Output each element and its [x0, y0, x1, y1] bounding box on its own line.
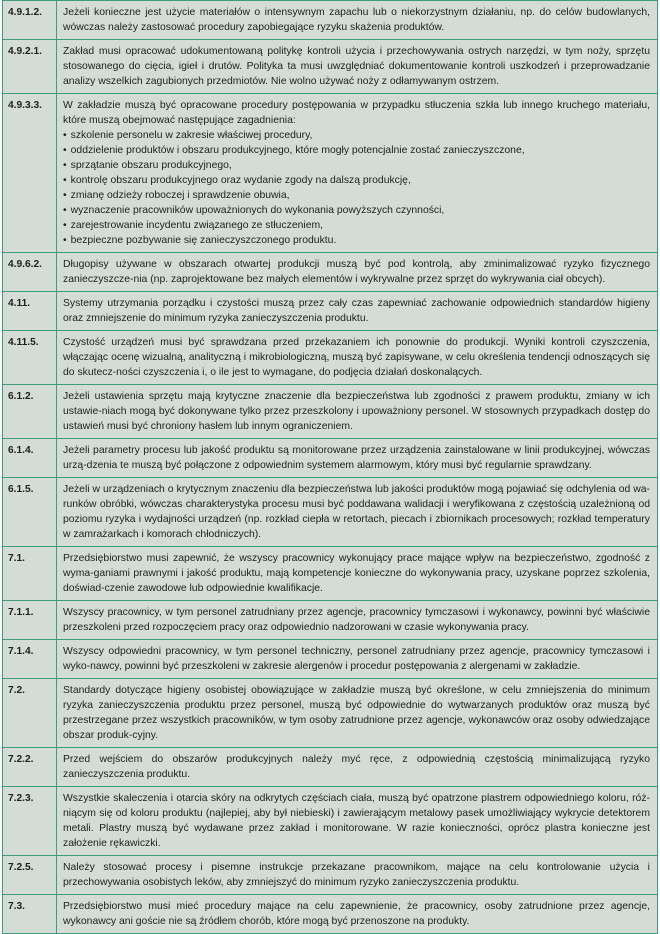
bullet-item [63, 188, 650, 203]
clause-text: Jeżeli konieczne jest użycie materiałów o intensywnym zapachu lub o niekorzystnym działaniu, np. do celów budowlanych, wówczas należy zastosować procedury zapobiegające ryzyku skażenia produktów. [57, 1, 658, 40]
clause-number: 7.1.4. [3, 640, 57, 679]
table-row [3, 292, 658, 331]
clause-number: 4.11. [3, 292, 57, 331]
bullet-text: zarejestrowanie incydentu związanego ze stłuczeniem, [70, 220, 324, 231]
clause-text: Przedsiębiorstwo musi mieć procedury mające na celu zapewnienie, że pracownicy, osoby zatrudnione przez agencje, wykonawcy ani goście nie są źródłem chorób, które mogą być przenoszone na produkty. [57, 895, 658, 934]
table-row [3, 1, 658, 40]
bullet-icon: • [63, 235, 67, 246]
table-row [3, 439, 658, 478]
clause-text: Systemy utrzymania porządku i czystości muszą przez cały czas zapewniać zachowanie odpowiednich standardów higieny oraz zmniejszenie do minimum ryzyka zanieczyszczenia produktu. [57, 292, 658, 331]
bullet-text: bezpieczne pozbywanie się zanieczyszczonego produktu. [70, 235, 337, 246]
clause-text: Jeżeli parametry procesu lub jakość produktu są monitorowane przez urządzenia zainstalowane w linii produkcyjnej, wówczas urzą-dzenia te muszą być połączone z odpowiednim systemem alarmowym, który musi być regularnie sprawdzany. [57, 439, 658, 478]
table-row [3, 640, 658, 679]
requirements-table-body [3, 1, 658, 934]
clause-number: 6.1.4. [3, 439, 57, 478]
clause-number: 4.9.2.1. [3, 40, 57, 94]
bullet-item [63, 233, 650, 248]
bullet-item [63, 143, 650, 158]
bullet-icon: • [63, 160, 67, 171]
clause-number: 4.9.6.2. [3, 253, 57, 292]
bullet-text: kontrolę obszaru produkcyjnego oraz wydanie zgody na dalszą produkcję, [70, 175, 411, 186]
table-row [3, 40, 658, 94]
table-row [3, 748, 658, 787]
clause-number: 6.1.2. [3, 385, 57, 439]
bullet-text: oddzielenie produktów i obszaru produkcyjnego, które mogły potencjalnie zostać zanieczyszczone, [70, 145, 525, 156]
table-row [3, 787, 658, 856]
clause-number: 7.2. [3, 679, 57, 748]
bullet-text: wyznaczenie pracowników upoważnionych do wykonania powyższych czynności, [70, 205, 445, 216]
table-row [3, 253, 658, 292]
bullet-list [63, 128, 650, 248]
bullet-icon: • [63, 220, 67, 231]
bullet-item [63, 173, 650, 188]
clause-text: Wszyscy odpowiedni pracownicy, w tym personel techniczny, personel zatrudniany przez agencje, pracownicy tymczasowi i wyko-nawcy, powinni być przeszkoleni w zakresie alergenów i procedur postępowania z alergenami w zakładzie. [57, 640, 658, 679]
clause-number: 7.2.3. [3, 787, 57, 856]
bullet-icon: • [63, 175, 67, 186]
clause-number: 7.1. [3, 547, 57, 601]
bullet-icon: • [63, 190, 67, 201]
clause-text: Przedsiębiorstwo musi zapewnić, że wszyscy pracownicy wykonujący prace mające wpływ na bezpieczeństwo, zgodność z wyma-ganiami prawnymi i jakość produktu, mają kompetencje konieczne do wykonywania pracy, uzyskane poprzez szkolenia, doświad-czenie zawodowe lub odpowiednie kwalifikacje. [57, 547, 658, 601]
table-row [3, 385, 658, 439]
table-row [3, 94, 658, 253]
bullet-item [63, 218, 650, 233]
requirements-table [2, 0, 658, 934]
clause-number: 7.3. [3, 895, 57, 934]
bullet-text: zmianę odzieży roboczej i sprawdzenie obuwia, [70, 190, 290, 201]
clause-number: 7.2.2. [3, 748, 57, 787]
table-row [3, 856, 658, 895]
clause-number: 4.9.1.2. [3, 1, 57, 40]
clause-text: Czystość urządzeń musi być sprawdzana przed przekazaniem ich ponownie do produkcji. Wyniki kontroli czyszczenia, włączając ocenę wizualną, analityczną i mikrobiologiczną, muszą być zapisywane, w celu określenia tendencji odnoszących się do skutecz-ności czyszczenia i, o ile jest to wymagane, do podjęcia działań doskonalących. [57, 331, 658, 385]
bullet-icon: • [63, 130, 67, 141]
bullet-text: szkolenie personelu w zakresie właściwej procedury, [70, 130, 313, 141]
table-row [3, 478, 658, 547]
clause-number: 7.1.1. [3, 601, 57, 640]
clause-number: 4.11.5. [3, 331, 57, 385]
bullet-item [63, 128, 650, 143]
clause-text: Jeżeli ustawienia sprzętu mają krytyczne znaczenie dla bezpieczeństwa lub zgodności z prawem produktu, zmiany w ich ustawie-niach mogą być dokonywane tylko przez przeszkolony i upoważniony personel. W stosownych przypadkach dostęp do ustawień musi być chroniony hasłem lub innym ograniczeniem. [57, 385, 658, 439]
clause-text: Długopisy używane w obszarach otwartej produkcji muszą być pod kontrolą, aby zminimalizować ryzyko fizycznego zanieczyszcze-nia (np. zaprojektowane bez małych elementów i wykrywalne przez sprzęt do wykrywania ciał obcych). [57, 253, 658, 292]
clause-text: Standardy dotyczące higieny osobistej obowiązujące w zakładzie muszą być określone, w celu zmniejszenia do minimum ryzyka zanieczyszczenia produktu przez personel, muszą być odpowiednie do wytwarzanych produktów oraz muszą być przestrzegane przez wszystkich pracowników, w tym osoby zatrudnione przez agencje, wykonawców oraz osoby odwiedzające obszar produk-cyjny. [57, 679, 658, 748]
bullet-item [63, 158, 650, 173]
clause-number: 7.2.5. [3, 856, 57, 895]
clause-number: 4.9.3.3. [3, 94, 57, 253]
clause-number: 6.1.5. [3, 478, 57, 547]
table-row [3, 331, 658, 385]
bullet-item [63, 203, 650, 218]
clause-text: Zakład musi opracować udokumentowaną politykę kontroli użycia i przechowywania ostrych narzędzi, w tym noży, sprzętu stosowanego do cięcia, igieł i drutów. Polityka ta musi uwzględniać dokumentowanie kontroli uszkodzeń i przeprowadzanie analizy wszelkich zagubionych przedmiotów. Nie wolno używać noży z odłamywanym ostrzem. [57, 40, 658, 94]
clause-text: Jeżeli w urządzeniach o krytycznym znaczeniu dla bezpieczeństwa lub jakości produktów mogą pojawiać się odchylenia od wa-runków obróbki, wówczas charakterystyka procesu musi być poddawana walidacji i weryfikowana z częstością uzależnioną od poziomu ryzyka i wydajności urządzeń (np. rozkład ciepła w retortach, piecach i zbiornikach procesowych; rozkład temperatury w zamrażarkach i komorach chłodniczych). [57, 478, 658, 547]
clause-text: Należy stosować procesy i pisemne instrukcje przekazane pracownikom, mające na celu kontrolowanie użycia i przechowywania osobistych leków, aby zmniejszyć do minimum ryzyko zanieczyszczenia produktu. [57, 856, 658, 895]
bullet-text: sprzątanie obszaru produkcyjnego, [70, 160, 232, 171]
table-row [3, 601, 658, 640]
bullet-icon: • [63, 205, 67, 216]
clause-text: Przed wejściem do obszarów produkcyjnych należy myć ręce, z odpowiednią częstością minimalizującą ryzyko zanieczyszczenia produktu. [57, 748, 658, 787]
clause-cell [57, 94, 658, 253]
clause-text: W zakładzie muszą być opracowane procedury postępowania w przypadku stłuczenia szkła lub innego kruchego materiału, które muszą obejmować następujące zagadnienia: [63, 100, 650, 126]
table-row [3, 895, 658, 934]
table-row [3, 547, 658, 601]
bullet-icon: • [63, 145, 67, 156]
clause-text: Wszystkie skaleczenia i otarcia skóry na odkrytych częściach ciała, muszą być opatrzone plastrem odpowiedniego koloru, róż-niącym się od koloru produktu (najlepiej, aby był niebieski) i zawierającym metalowy pasek umożliwiający wykrycie detektorem metali. Plastry muszą być wydawane przez zakład i monitorowane. W razie konieczności, oprócz plastra konieczne jest założenie rękawiczki. [57, 787, 658, 856]
table-row [3, 679, 658, 748]
clause-text: Wszyscy pracownicy, w tym personel zatrudniany przez agencje, pracownicy tymczasowi i wykonawcy, powinni być właściwie przeszkoleni przed rozpoczęciem pracy oraz odpowiednio nadzorowani w czasie wykonywania pracy. [57, 601, 658, 640]
